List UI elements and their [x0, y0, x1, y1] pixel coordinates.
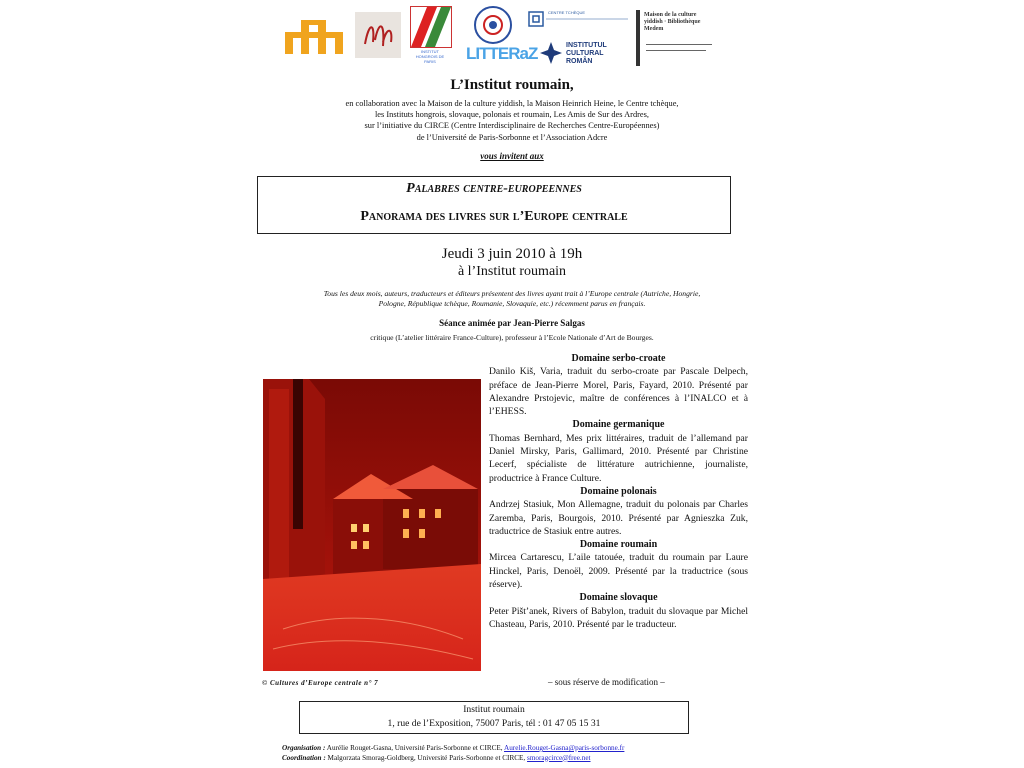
collab-line: de l’Université de Paris-Sorbonne et l’Association Adcre — [416, 132, 608, 142]
logo-yiddish-text: Maison de la culture yiddish · Bibliothèque Medem — [644, 12, 701, 32]
collab-line: en collaboration avec la Maison de la culture yiddish, la Maison Heinrich Heine, le Centre tchèque, — [345, 99, 679, 108]
logo-institut-hongrois — [410, 6, 450, 68]
collaboration-text — [300, 98, 724, 143]
title-line-1: Palabres centre-europeennes — [406, 181, 582, 196]
domain-text: Mircea Cartarescu, L’aile tatouée, traduit du roumain par Laure Hinckel, Paris, Denoël, 2009. Présenté par la traductrice (sous réserve). — [489, 552, 748, 591]
address-name: Institut roumain — [463, 704, 525, 715]
seance-host: Séance animée par Jean-Pierre Salgas — [439, 318, 585, 328]
event-intro: Tous les deux mois, auteurs, traducteurs et éditeurs présentent des livres ayant trait à l’Europe centrale (Autriche, Hongrie, Pologne, République tchèque, Roumanie, Slovaquie, etc.) récemment parus en français. — [323, 289, 701, 308]
logo-centre-tcheque-text: CENTRE TCHÈQUE — [548, 10, 586, 15]
reserve-note: – sous réserve de modification – — [548, 677, 665, 687]
event-date: Jeudi 3 juin 2010 à 19h — [441, 246, 583, 262]
logo-institutul-cultural-roman — [540, 40, 618, 68]
address-line: 1, rue de l’Exposition, 75007 Paris, tél : 01 47 05 15 31 — [387, 718, 601, 729]
logo-seal — [474, 6, 512, 44]
logo-maison-yiddish — [636, 10, 716, 66]
domain-heading: Domaine polonais — [580, 485, 657, 497]
domain-text: Peter Pišt’anek, Rivers of Babylon, traduit du slovaque par Michel Chasteau, Paris, 2010. Présenté par le traducteur. — [489, 605, 748, 630]
coord-row — [282, 754, 624, 764]
event-place: à l’Institut roumain — [457, 264, 567, 279]
coord-text: Malgorzata Smorag-Goldberg, Université Paris-Sorbonne et CIRCE, — [327, 753, 526, 762]
org-label: Organisation : — [282, 744, 326, 752]
photo-caption: © Cultures d’Europe centrale n° 7 — [262, 679, 379, 687]
domains-list — [489, 352, 748, 631]
domain-text: Andrzej Stasiuk, Mon Allemagne, traduit du polonais par Charles Zaremba, Paris, Bourgois, 2010. Présenté par Agnieszka Zuk, traductrice de Stasiuk entre autres. — [489, 499, 748, 537]
collab-line: les Instituts hongrois, slovaque, polonais et roumain, Les Amis de Sur des Ardres, — [374, 110, 650, 120]
address-box — [299, 701, 689, 734]
institute-heading: L’Institut roumain, — [450, 77, 574, 93]
domain-heading: Domaine slovaque — [579, 592, 658, 604]
logo-hongrois-text: INSTITUT HONGROIS DE PARIS — [415, 49, 445, 64]
coord-label: Coordination : — [282, 753, 326, 762]
domain-text: Thomas Bernhard, Mes prix littéraires, traduit de l’allemand par Daniel Mirsky, Paris, Gallimard, 2010. Présenté par Christine Lecerf, spécialiste de littérature autrichienne, journaliste, productrice à France Culture. — [489, 432, 748, 484]
domain-text: Danilo Kiš, Varia, traduit du serbo-croate par Pascale Delpech, préface de Jean-Pierre Morel, Paris, Fayard, 2010. Présenté par Alexandre Prstojevic, maître de conférences à l’INALCO et à l’EHESS. — [489, 366, 748, 418]
logo-maison-heine — [283, 14, 345, 58]
cover-photo — [263, 379, 481, 671]
domain-heading: Domaine serbo-croate — [571, 353, 666, 364]
org-email-link[interactable]: Aurelie.Rouget-Gasna@paris-sorbonne.fr — [504, 744, 625, 752]
org-row — [282, 744, 624, 754]
logo-signature — [355, 12, 401, 58]
org-text: Aurélie Rouget-Gasna, Université Paris-Sorbonne et CIRCE, — [326, 744, 503, 752]
title-line-2: Panorama des livres sur l’Europe centrale — [360, 209, 628, 224]
title-box — [257, 176, 731, 234]
logo-centre-tcheque — [528, 10, 630, 30]
coord-email-link[interactable]: smoragcirce@free.net — [527, 753, 591, 762]
collab-line: sur l’initiative du CIRCE (Centre Interdisciplinaire de Recherches Centre-Européennes) — [364, 121, 660, 131]
logo-litteraz: LITTERaZ — [466, 44, 538, 63]
domain-heading: Domaine germanique — [572, 419, 665, 431]
footer-organisation — [282, 744, 624, 763]
host-description: critique (L’atelier littéraire France-Culture), professeur à l’Ecole Nationale d’Art de Bourges. — [370, 333, 654, 342]
logo-icr-text: INSTITUTUL CULTURAL ROMÂN — [566, 42, 607, 65]
invite-text: vous invitent aux — [480, 151, 544, 161]
domain-heading: Domaine roumain — [579, 539, 658, 551]
